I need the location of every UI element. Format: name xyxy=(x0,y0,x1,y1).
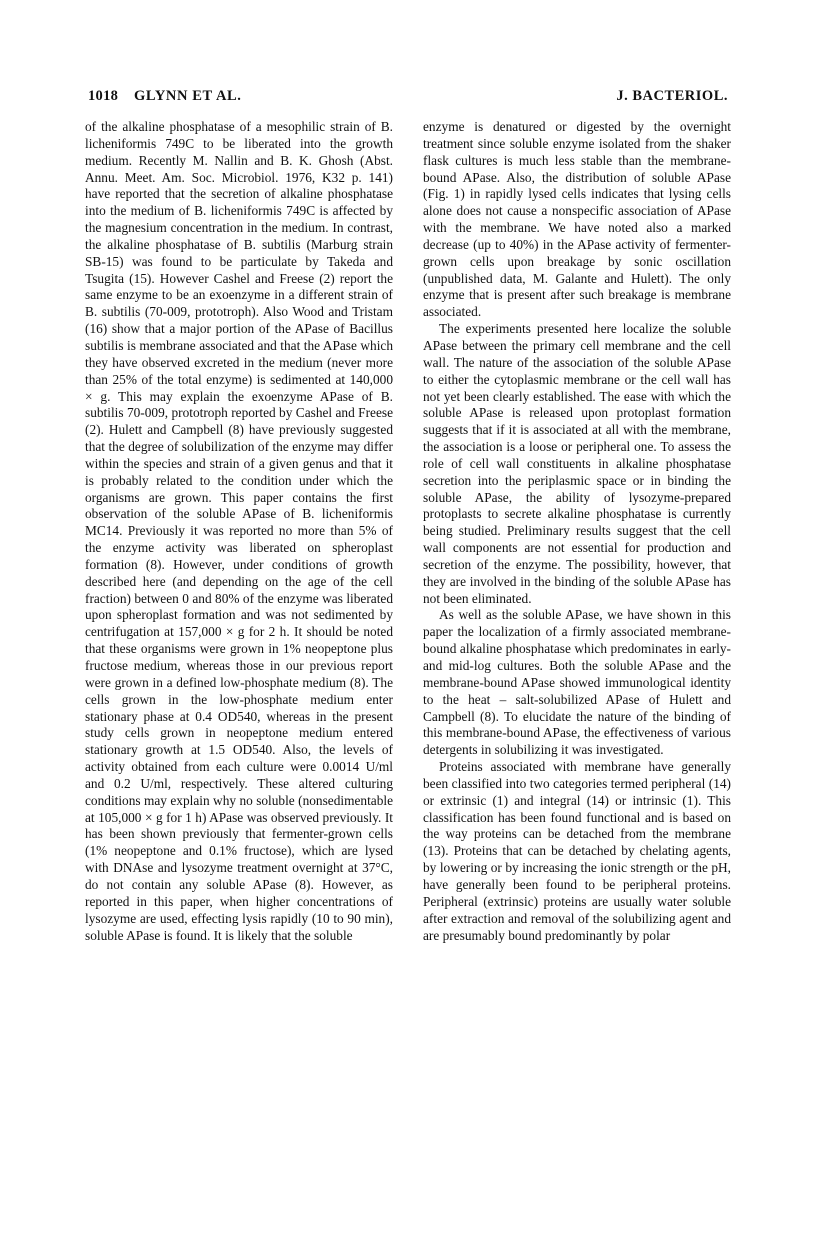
paragraph: of the alkaline phosphatase of a mesophilic strain of B. licheniformis 749C to be liberated into the growth medium. Recently M. Nallin and B. K. Ghosh (Abst. Annu. Meet. Am. Soc. Microbiol. 1976, K32 p. 141) have reported that the secretion of alkaline phosphatase into the medium of B. licheniformis 749C is affected by the magnesium concentration in the medium. In contrast, the alkaline phosphatase of B. subtilis (Marburg strain SB-15) was found to be particulate by Takeda and Tsugita (15). However Cashel and Freese (2) report the same enzyme to be an exoenzyme in a different strain of B. subtilis (70-009, prototroph). Also Wood and Tristam (16) show that a major portion of the APase of Bacillus subtilis is membrane associated and that the APase which they have observed excreted in the medium (never more than 25% of the total enzyme) is sedimented at 140,000 × g. This may explain the exoenzyme APase of B. subtilis 70-009, prototroph reported by Cashel and Freese (2). Hulett and Campbell (8) have previously suggested that the degree of solubilization of the enzyme may differ within the species and strain of a given genus and that it is probably related to the condition under which the organisms are grown. This paper contains the first observation of the soluble APase of B. licheniformis MC14. Previously it was reported no more than 5% of the enzyme activity was liberated on spheroplast formation (8). However, under conditions of growth described here (and depending on the age of the cell fraction) between 0 and 80% of the enzyme was liberated upon spheroplast formation and was not sedimented by centrifugation at 157,000 × g for 2 h. It should be noted that these organisms were grown in 1% neopeptone plus fructose medium, whereas those in our previous report were grown in a defined low-phosphate medium (8). The cells grown in the low-phosphate medium enter stationary phase at 0.4 OD540, whereas in the present study cells grown in neopeptone medium entered stationary growth at 1.5 OD540. Also, the levels of activity obtained from each culture were 0.0014 U/ml and 0.2 U/ml, respectively. These altered culturing conditions may explain why no soluble (nonsedimentable at 105,000 × g for 1 h) APase was observed previously. It has been shown previously that fermenter-grown cells (1% neopeptone and 0.1% fructose), which are lysed with DNAse and lysozyme treatment overnight at 37°C, do not contain any soluble APase (8). However, as reported in this paper, when higher concentrations of lysozyme are used, effecting lysis rapidly (10 to 90 min), soluble APase is found. It is likely that the soluble xyxy=(85,119,393,943)
running-head-journal: J. BACTERIOL. xyxy=(616,88,728,104)
paragraph: enzyme is denatured or digested by the overnight treatment since soluble enzyme isolated from the shaker flask cultures is much less stable than the membrane-bound APase. Also, the distribution of soluble APase (Fig. 1) in rapidly lysed cells indicates that lysing cells alone does not cause a nonspecific association of APase with the membrane. We have noted also a marked decrease (up to 40%) in the APase activity of fermenter-grown cells upon breakage by sonic oscillation (unpublished data, M. Galante and Hulett). The only enzyme that is present after such breakage is membrane associated. xyxy=(423,119,731,320)
page-number: 1018 xyxy=(88,88,119,104)
paragraph: The experiments presented here localize the soluble APase between the primary cell membrane and the cell wall. The nature of the association of the soluble APase to either the cytoplasmic membrane or the cell wall has not yet been clearly established. The ease with which the soluble APase is released upon protoplast formation suggests that if it is associated at all with the membrane, the association is a loose or peripheral one. To assess the role of cell wall constituents in alkaline phosphatase secretion into the periplasmic space or in binding the soluble APase, the ability of lysozyme-prepared protoplasts to secrete alkaline phosphatase is currently being studied. Preliminary results suggest that the cell wall components are not essential for production and secretion of the enzyme. The possibility, however, that they are involved in the binding of the soluble APase has not been eliminated. xyxy=(423,321,731,606)
left-column xyxy=(85,119,393,944)
paragraph: As well as the soluble APase, we have shown in this paper the localization of a firmly associated membrane-bound alkaline phosphatase which predominates in early- and mid-log cultures. Both the soluble APase and the membrane-bound APase showed immunological identity to the heat – salt-solubilized APase of Hulett and Campbell (8). To elucidate the nature of the binding of this membrane-bound APase, the effectiveness of various detergents in solubilizing it was investigated. xyxy=(423,607,731,758)
right-column xyxy=(423,119,731,944)
paragraph: Proteins associated with membrane have generally been classified into two categories termed peripheral (14) or extrinsic (1) and integral (14) or intrinsic (1). This classification has been found functional and is based on the way proteins can be detached from the membrane (13). Proteins that can be detached by chelating agents, by lowering or by increasing the ionic strength or the pH, have generally been found to be peripheral proteins. Peripheral (extrinsic) proteins are usually water soluble after extraction and removal of the solubilizing agent and are presumably bound predominantly by polar xyxy=(423,759,731,943)
running-head-authors: GLYNN ET AL. xyxy=(134,88,242,104)
